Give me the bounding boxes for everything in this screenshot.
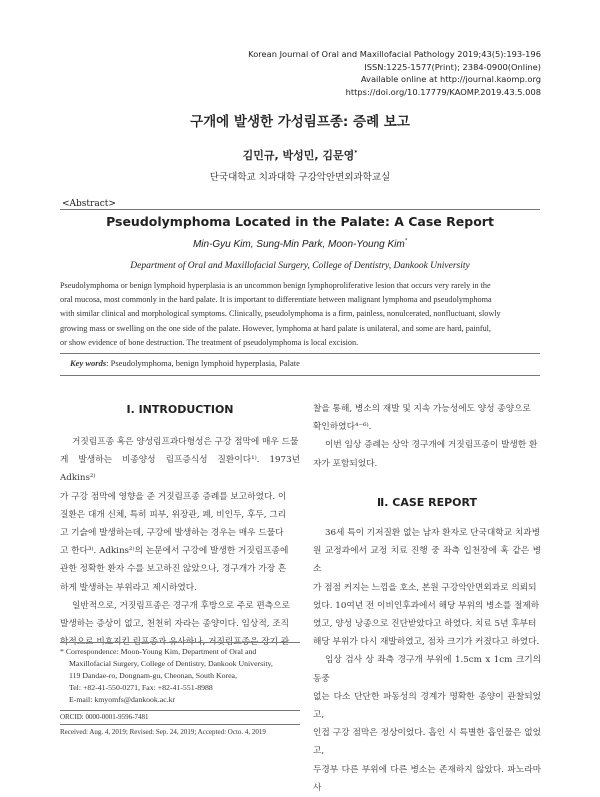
- korean-affiliation: 단국대학교 치과대학 구강악안면외과학교실: [209, 172, 391, 183]
- keywords: [70, 358, 300, 368]
- text-line: 임상 검사 상 좌측 경구개 부위에 1.5cm x 1cm 크기의 동중: [313, 655, 541, 684]
- introduction-body: [60, 433, 300, 651]
- abstract-line: with similar clinical and morphological symptoms. Clinically, pseudolymphoma is a firm, painless, nonulcerated, nonfluctuant, slowly: [60, 309, 501, 319]
- dates-rule: [60, 724, 300, 725]
- text-line: 일반적으로, 거짓림프종은 경구개 후방으로 주로 편측으로: [72, 600, 290, 611]
- case-report-body: [313, 524, 541, 797]
- english-title: Pseudolymphoma Located in the Palate: A Case Report: [106, 214, 494, 229]
- text-line: 두경부 다른 부위에 다른 병소는 존재하지 않았다. 파노라마 사: [313, 764, 541, 793]
- text-line: 거짓림프종 혹은 양성림프과다형성은 구강 점막에 매우 드물: [72, 437, 299, 447]
- korean-authors: [0, 147, 600, 163]
- journal-issn: ISSN:1225-1577(Print); 2384-0900(Online): [364, 61, 541, 72]
- text-line: 학적으로 비호지킨 림프종과 유사하나, 거짓림프종은 장기 관: [60, 637, 290, 648]
- abstract-body: [60, 279, 540, 350]
- keywords-rule: [60, 353, 540, 354]
- received-dates: Received: Aug. 4, 2019; Revised: Sep. 24, 2019; Accepted: Octo. 4, 2019: [60, 728, 266, 736]
- introduction-heading: Ⅰ. INTRODUCTION: [126, 403, 234, 416]
- footnote-line: Maxillofacial Surgery, College of Dentistry, Dankook University,: [69, 659, 273, 668]
- journal-header: [248, 48, 541, 98]
- text-line: 가 구강 점막에 영향을 준 거짓림프종 증례를 보고하였다. 이: [60, 491, 287, 502]
- korean-author-names: 김민규, 박성민, 김문영: [242, 149, 355, 162]
- english-affiliation: Department of Oral and Maxillofacial Surgery, College of Dentistry, Dankook University: [130, 261, 470, 271]
- text-line: 확인하였다⁴⁻⁶⁾.: [313, 422, 372, 433]
- text-line: 관한 정확한 환자 수를 보고하진 않았으나, 경구개가 가장 흔: [60, 564, 287, 575]
- abstract-line: or show evidence of bone destruction. The treatment of pseudolymphoma is local excision.: [60, 337, 359, 347]
- text-line: 고 한다³⁾. Adkins²⁾의 논문에서 구강에 발생한 거짓림프종에: [60, 546, 289, 557]
- correspondence-footnote: [60, 646, 300, 706]
- footnote-email: E-mail: kmyomfs@dankook.ac.kr: [69, 695, 176, 704]
- text-line: 없는 다소 단단한 파동성의 경계가 명확한 종양이 관찰되었고,: [313, 691, 541, 721]
- footnote-line: Tel: +82-41-550-0271, Fax: +82-41-551-8988: [69, 683, 213, 692]
- right-column-continuation: [313, 400, 541, 473]
- corresponding-mark: *: [354, 149, 358, 157]
- text-line: 발생하는 증상이 없고, 천천히 자라는 종양이다. 임상적, 조직: [60, 619, 290, 630]
- text-line: 었다. 10여년 전 이비인후과에서 해당 부위의 병소를 절제하: [313, 600, 540, 611]
- english-authors: [0, 239, 600, 250]
- text-line: 하게 발생하는 부위라고 제시하였다.: [60, 582, 197, 593]
- journal-doi: https://doi.org/10.17779/KAOMP.2019.43.5.008: [345, 86, 541, 97]
- orcid: ORCID: 0000-0001-9596-7481: [60, 713, 149, 721]
- text-line: 찰을 통해, 병소의 재발 및 지속 가능성에도 양성 종양으로: [313, 404, 531, 414]
- abstract-line: oral mucosa, most commonly in the hard palate. It is important to differentiate between malignant lymphoma and pseudolymphoma: [60, 295, 492, 305]
- text-line: 가 점점 커지는 느낌을 호소, 본원 구강악안면외과로 의뢰되: [313, 582, 537, 593]
- case-report-heading: Ⅱ. CASE REPORT: [377, 496, 477, 509]
- keywords-text: : Pseudolymphoma, benign lymphoid hyperplasia, Palate: [106, 358, 300, 368]
- text-line: 자가 포함되었다.: [313, 458, 378, 469]
- text-line: 인접 구강 점막은 정상이었다. 흡인 시 특별한 흡인물은 없었고,: [313, 728, 541, 757]
- journal-citation: Korean Journal of Oral and Maxillofacial Pathology 2019;43(5):193-196: [248, 49, 541, 59]
- footnote-line: * Correspondence: Moon-Young Kim, Department of Oral and: [60, 647, 257, 656]
- abstract-line: growing mass or swelling on the one side of the palate. However, lymphoma at hard palate is unilateral, and some are hard, painful,: [60, 323, 491, 333]
- text-line: 였고, 양성 낭종으로 진단받았다고 하였다. 치료 5년 후부터: [313, 619, 537, 630]
- abstract-line: Pseudolymphoma or benign lymphoid hyperplasia is an uncommon benign lymphoproliferative lesion that occurs very rarely in the: [60, 281, 491, 290]
- abstract-bottom-rule: [60, 375, 540, 376]
- text-line: 질환은 대개 신체, 특히 피부, 위장관, 폐, 비인두, 후두, 그리: [60, 509, 287, 520]
- footnote-rule: [60, 642, 300, 643]
- abstract-label: <Abstract>: [62, 199, 116, 209]
- footnote-line: 119 Dandae-ro, Dongnam-gu, Cheonan, South Korea,: [69, 671, 237, 680]
- text-line: 고 기슭에 발생하는데, 구강에 발생하는 경우는 매우 드물다: [60, 528, 284, 539]
- abstract-top-rule: [60, 209, 540, 210]
- english-author-names: Min-Gyu Kim, Sung-Min Park, Moon-Young Kim: [192, 239, 405, 250]
- text-line: 원 교정과에서 교정 치료 진행 중 좌측 입천장에 혹 같은 병소: [313, 546, 541, 575]
- text-line: 해당 부위가 다시 재발하였고, 점차 크기가 커졌다고 하였다.: [313, 637, 540, 648]
- text-line: 36세 특이 기저질환 없는 남자 환자로 단국대학교 치과병: [325, 528, 541, 538]
- keywords-label: Key words: [70, 358, 107, 368]
- text-line: 게 발생하는 비종양성 림프증식성 질환이다¹⁾. 1973년 Adkins²⁾: [60, 455, 300, 484]
- corresponding-mark: *: [404, 238, 408, 245]
- text-line: 이번 임상 증례는 상악 경구개에 거짓림프종이 발생한 환: [325, 440, 538, 451]
- journal-url: Available online at http://journal.kaomp.org: [360, 74, 541, 84]
- korean-title: 구개에 발생한 가성림프종: 증례 보고: [190, 114, 410, 130]
